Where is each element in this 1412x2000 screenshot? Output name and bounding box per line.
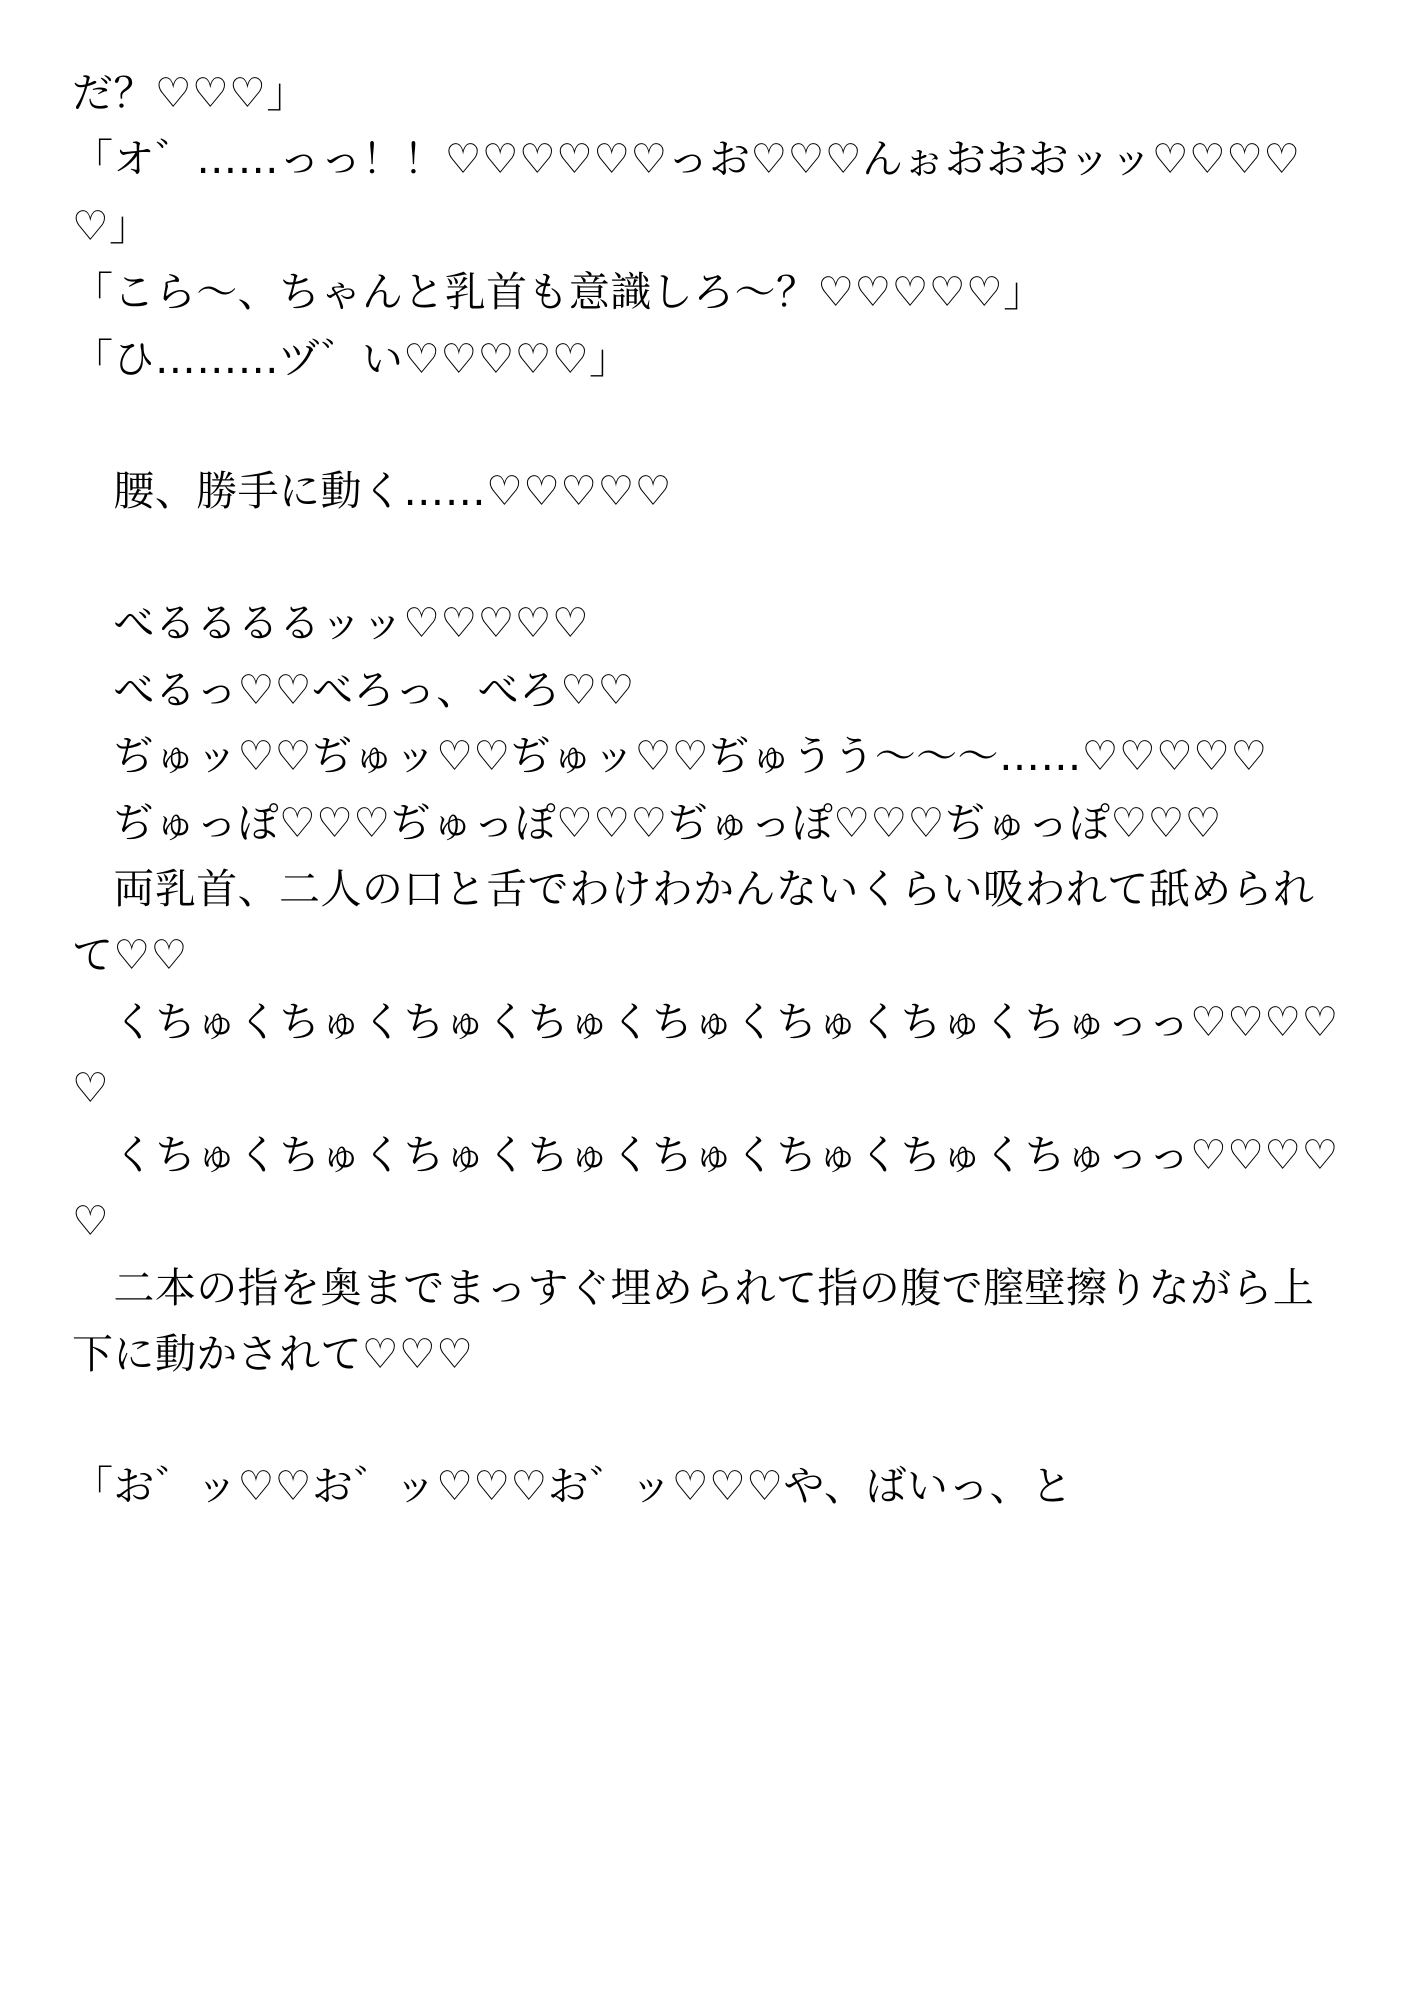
paragraph: 「オ゛……っっ！！♡♡♡♡♡♡っお♡♡♡んぉおおおッッ♡♡♡♡♡」 (72, 135, 1301, 250)
paragraph: 腰、勝手に動く……♡♡♡♡♡ (72, 467, 672, 516)
paragraph: 両乳首、二人の口と舌でわけわかんないくらい吸われて舐められて♡♡ (72, 865, 1315, 980)
page-body (72, 60, 1340, 1520)
paragraph: 「お゛ッ♡♡お゛ッ♡♡♡お゛ッ♡♡♡や、ばいっ、と (72, 1462, 1073, 1511)
paragraph: ぢゅッ♡♡ぢゅッ♡♡ぢゅッ♡♡ぢゅうう〜〜〜……♡♡♡♡♡ (72, 732, 1268, 781)
paragraph: 「ひ………ヅ゛い♡♡♡♡♡」 (72, 334, 631, 383)
paragraph: べるるるるッッ♡♡♡♡♡ (72, 599, 590, 648)
paragraph: 「こら〜、ちゃんと乳首も意識しろ〜？♡♡♡♡♡」 (72, 268, 1045, 317)
paragraph: 二本の指を奥までまっすぐ埋められて指の腹で膣壁擦りながら上下に動かされて♡♡♡ (72, 1263, 1315, 1378)
paragraph-spacer (72, 1387, 1340, 1453)
paragraph: べるっ♡♡べろっ、べろ♡♡ (72, 665, 635, 714)
paragraph: くちゅくちゅくちゅくちゅくちゅくちゅくちゅくちゅっっ♡♡♡♡♡ (72, 1130, 1339, 1246)
paragraph: だ？♡♡♡」 (72, 69, 308, 117)
paragraph-spacer (72, 524, 1340, 590)
paragraph-spacer (72, 392, 1340, 458)
paragraph: ぢゅっぽ♡♡♡ぢゅっぽ♡♡♡ぢゅっぽ♡♡♡ぢゅっぽ♡♡♡ (72, 798, 1222, 847)
paragraph: くちゅくちゅくちゅくちゅくちゅくちゅくちゅくちゅっっ♡♡♡♡♡ (72, 997, 1339, 1113)
